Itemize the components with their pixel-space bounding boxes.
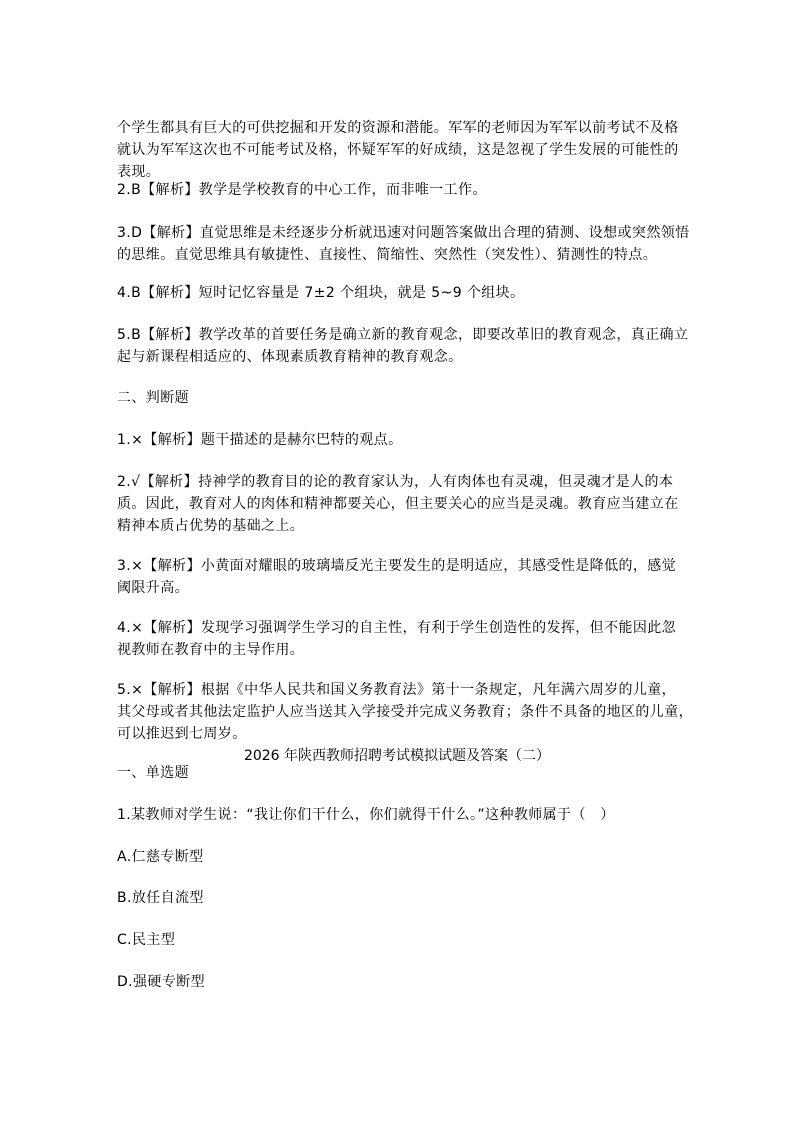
text-line: B.放任自流型 (117, 890, 204, 906)
text-line: C.民主型 (117, 932, 176, 948)
answer-2 (117, 179, 717, 201)
text-line: 1.某教师对学生说：“我让你们干什么，你们就得干什么。”这种教师属于（ ） (117, 807, 615, 823)
text-line: 精神本质占优势的基础之上。 (117, 518, 305, 534)
judgment-answer-3 (117, 555, 717, 599)
text-line: 5.B【解析】教学改革的首要任务是确立新的教育观念，即要改革旧的教育观念，真正确立 (117, 327, 689, 343)
document-title: 2026 年陕西教师招聘考试模拟试题及答案（二） (243, 748, 551, 764)
text-line: D.强硬专断型 (117, 974, 206, 990)
text-line: 二、判断题 (117, 390, 189, 406)
text-line: 1.×【解析】题干描述的是赫尔巴特的观点。 (117, 432, 403, 448)
text-line: 表现。 (117, 164, 161, 180)
text-line: 质。因此，教育对人的肉体和精神都要关心，但主要关心的应当是灵魂。教育应当建立在 (117, 496, 679, 512)
judgment-answer-5 (117, 679, 717, 745)
text-line: 2.√【解析】持神学的教育目的论的教育家认为，人有肉体也有灵魂，但灵魂才是人的本 (117, 474, 674, 490)
text-line: 起与新课程相适应的、体现素质教育精神的教育观念。 (117, 349, 463, 365)
text-line: 2.B【解析】教学是学校教育的中心工作，而非唯一工作。 (117, 182, 487, 198)
text-line: 阈限升高。 (117, 580, 189, 596)
question-1 (117, 804, 717, 826)
answer-3 (117, 222, 717, 266)
option-d (117, 971, 717, 993)
text-line: 4.×【解析】发现学习强调学生学习的自主性，有利于学生创造性的发挥，但不能因此忽 (117, 620, 677, 636)
option-c (117, 929, 717, 951)
text-line: 4.B【解析】短时记忆容量是 7±2 个组块，就是 5~9 个组块。 (117, 285, 525, 301)
answer-5 (117, 324, 717, 368)
text-line: 一、单选题 (117, 765, 189, 781)
section-heading-single-choice (117, 762, 717, 784)
judgment-answer-2 (117, 471, 717, 537)
section-heading-judgment (117, 387, 717, 409)
text-line: A.仁慈专断型 (117, 849, 204, 865)
option-a (117, 846, 717, 868)
text-line: 视教师在教育中的主导作用。 (117, 642, 305, 658)
answer-4 (117, 282, 717, 304)
text-line: 3.×【解析】小黄面对耀眼的玻璃墙反光主要发生的是明适应，其感受性是降低的，感觉 (117, 558, 677, 574)
judgment-answer-4 (117, 617, 717, 661)
option-b (117, 887, 717, 909)
paragraph-intro-continued (117, 117, 717, 183)
text-line: 3.D【解析】直觉思维是未经逐步分析就迅速对问题答案做出合理的猜测、设想或突然领悟 (117, 225, 690, 241)
text-line: 可以推迟到七周岁。 (117, 726, 247, 742)
judgment-answer-1 (117, 429, 717, 451)
text-line: 就认为军军这次也不可能考试及格，怀疑军军的好成绩，这是忽视了学生发展的可能性的 (117, 142, 679, 158)
text-line: 其父母或者其他法定监护人应当送其入学接受并完成义务教育；条件不具备的地区的儿童， (117, 704, 693, 720)
text-line: 个学生都具有巨大的可供挖掘和开发的资源和潜能。军军的老师因为军军以前考试不及格 (117, 120, 679, 136)
text-line: 的思维。直觉思维具有敏捷性、直接性、简缩性、突然性（突发性）、猜测性的特点。 (117, 247, 658, 263)
text-line: 5.×【解析】根据《中华人民共和国义务教育法》第十一条规定，凡年满六周岁的儿童， (117, 682, 677, 698)
